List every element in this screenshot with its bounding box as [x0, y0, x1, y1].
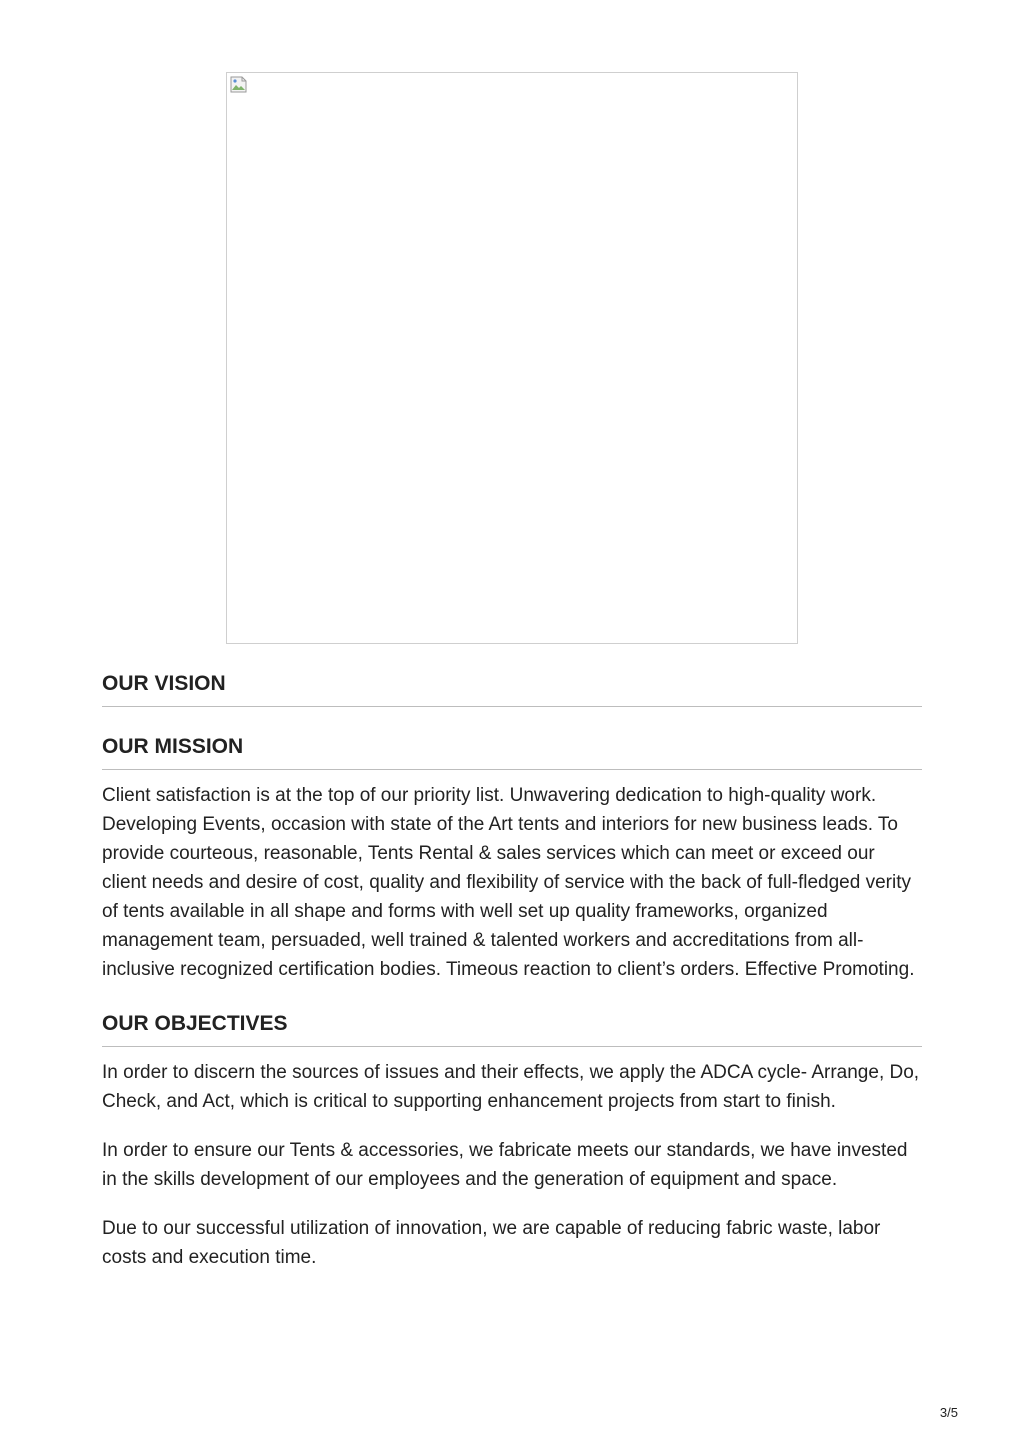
- image-placeholder: [226, 72, 798, 644]
- vision-heading: OUR VISION: [102, 670, 922, 707]
- broken-image-icon: [229, 75, 249, 95]
- document-content: [102, 670, 922, 1272]
- objectives-list: [102, 1058, 922, 1272]
- objectives-paragraph-2: In order to ensure our Tents & accessories, we fabricate meets our standards, we have invested in the skills development of our employees and the generation of equipment and space.: [102, 1140, 908, 1190]
- page-number: 3/5: [939, 1405, 958, 1420]
- objectives-paragraph-3: Due to our successful utilization of innovation, we are capable of reducing fabric waste, labor costs and execution time.: [102, 1218, 881, 1268]
- mission-paragraph: Client satisfaction is at the top of our priority list. Unwavering dedication to high-quality work. Developing Events, occasion with state of the Art tents and interiors for new business leads. To provide courteous, reasonable, Tents Rental & sales services which can meet or exceed our client needs and desire of cost, quality and flexibility of service with the back of full-fledged verity of tents available in all shape and forms with well set up quality frameworks, organized management team, persuaded, well trained & talented workers and accreditations from all-inclusive recognized certification bodies. Timeous reaction to client’s orders. Effective Promoting.: [102, 785, 915, 980]
- objectives-paragraph-1: In order to discern the sources of issues and their effects, we apply the ADCA cycle- Arrange, Do, Check, and Act, which is critical to supporting enhancement projects from start to finish.: [102, 1062, 920, 1112]
- mission-heading: OUR MISSION: [102, 733, 922, 770]
- objectives-heading: OUR OBJECTIVES: [102, 1010, 922, 1047]
